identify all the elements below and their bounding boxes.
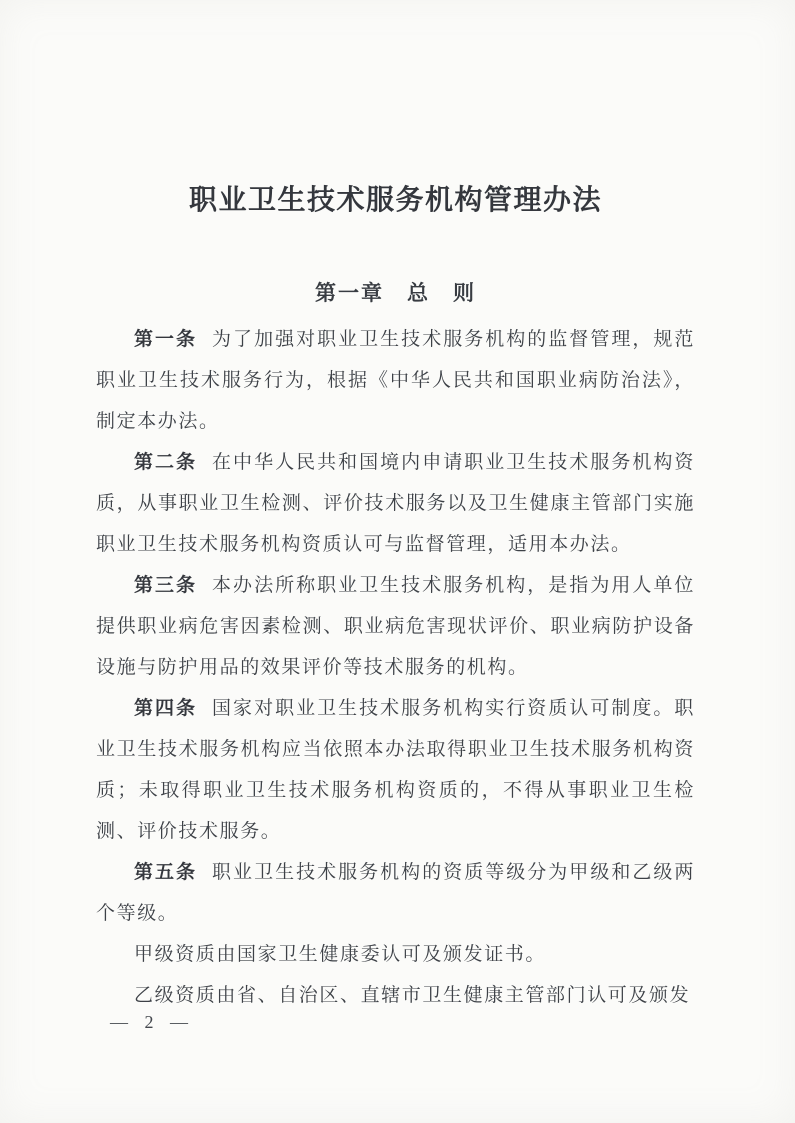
article-label: 第五条: [134, 862, 198, 883]
paragraph: [96, 442, 695, 565]
article-text: 职业卫生技术服务机构的资质等级分为甲级和乙级两个等级。: [96, 862, 695, 924]
paragraph: [96, 975, 695, 1016]
chapter-heading: 第一章 总 则: [315, 282, 476, 305]
page-number: — 2 —: [110, 1012, 190, 1032]
article-label: 第四条: [134, 698, 198, 719]
document-body: [96, 319, 695, 1016]
article-label: 第二条: [134, 452, 198, 473]
paragraph: [96, 934, 695, 975]
paragraph: [96, 319, 695, 442]
article-text: 本办法所称职业卫生技术服务机构，是指为用人单位提供职业病危害因素检测、职业病危害现状评价、职业病防护设备设施与防护用品的效果评价等技术服务的机构。: [96, 575, 695, 678]
paragraph: [96, 565, 695, 688]
article-label: 第三条: [134, 575, 198, 596]
document-title: 职业卫生技术服务机构管理办法: [188, 184, 602, 215]
article-text: 在中华人民共和国境内申请职业卫生技术服务机构资质，从事职业卫生检测、评价技术服务以及卫生健康主管部门实施职业卫生技术服务机构资质认可与监督管理，适用本办法。: [96, 452, 695, 555]
paragraph: [96, 852, 695, 934]
article-text: 国家对职业卫生技术服务机构实行资质认可制度。职业卫生技术服务机构应当依照本办法取得职业卫生技术服务机构资质；未取得职业卫生技术服务机构资质的，不得从事职业卫生检测、评价技术服务。: [96, 698, 695, 842]
article-text: 甲级资质由国家卫生健康委认可及颁发证书。: [134, 944, 547, 965]
paragraph: [96, 688, 695, 852]
article-text: 乙级资质由省、自治区、直辖市卫生健康主管部门认可及颁发: [134, 985, 691, 1006]
article-text: 为了加强对职业卫生技术服务机构的监督管理，规范职业卫生技术服务行为，根据《中华人民共和国职业病防治法》，制定本办法。: [96, 329, 695, 432]
article-label: 第一条: [134, 329, 198, 350]
